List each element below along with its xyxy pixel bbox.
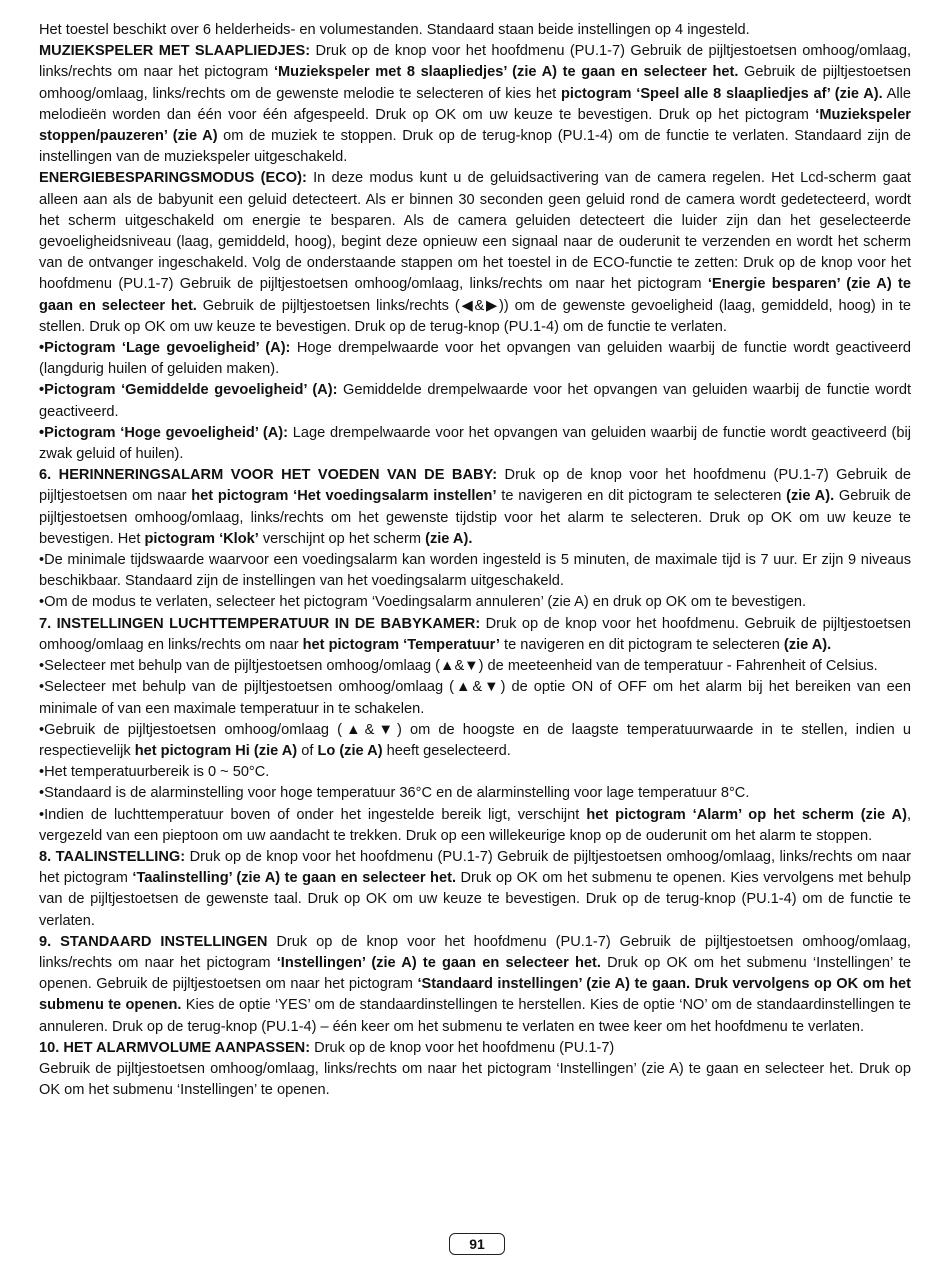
body-text: om de muziek te stoppen. Druk op de terug-knop (PU.1-4) om de functie te verlaten. Standaard zijn de instellingen van de muziekspeler uitgeschakeld. [39, 128, 911, 166]
body-text: •Selecteer met behulp van de pijltjestoetsen omhoog/omlaag (▲&▼) de meeteenheid van de temperatuur - Fahrenheit of Celsius. [39, 658, 878, 675]
body-text: •Indien de luchttemperatuur boven of onder het ingestelde bereik ligt, verschijnt [39, 806, 587, 823]
body-text: Druk op de knop voor het hoofdmenu (PU.1-7) Gebruik de pijltjestoetsen omhoog/omlaag, links/rechts om naar het pictogram [39, 848, 911, 887]
bold-text: (zie A). [783, 636, 832, 653]
paragraph-lullaby [39, 41, 911, 168]
body-text: Gebruik de pijltjestoetsen omhoog/omlaag, links/rechts om naar het pictogram ‘Instellingen’ (zie A) te gaan en selecteer het. Druk op OK om het submenu ‘Instellingen’ te openen. [39, 1060, 911, 1099]
bold-text: ‘Energie besparen’ (zie A) te gaan en selecteer het. [39, 276, 911, 314]
bold-text: 10. HET ALARMVOLUME AANPASSEN: [39, 1039, 311, 1056]
bold-text: 8. TAALINSTELLING: [39, 848, 186, 865]
paragraph-default [39, 932, 911, 1038]
bold-text: (zie A). [425, 530, 473, 547]
bold-text: het pictogram ‘Temperatuur’ [302, 636, 500, 653]
body-text: Het toestel beschikt over 6 helderheids- en volumestanden. Standaard staan beide instellingen op 4 ingesteld. [39, 22, 750, 38]
bold-text: ENERGIEBESPARINGSMODUS (ECO): [39, 170, 307, 187]
body-text: Druk op OK om het submenu te openen. Kies vervolgens met behulp van de pijltjestoetsen de gewenste taal. Druk op OK om uw keuze te bevestigen. Druk op de terug-knop (PU.1-4) om de functie te verlaten. [39, 870, 911, 929]
page-number: 91 [449, 1233, 505, 1255]
body-text: te navigeren en dit pictogram te selecteren [496, 488, 787, 505]
paragraph-eco-mid [39, 380, 911, 422]
paragraph-temp-b1 [39, 656, 911, 677]
paragraph-eco-low [39, 338, 911, 380]
bold-text: pictogram ‘Klok’ [144, 530, 259, 547]
body-text: Lage drempelwaarde voor het opvangen van geluiden waarbij de functie wordt geactiveerd (bij zwak geluid of huilen). [39, 424, 911, 463]
bold-text: MUZIEKSPELER MET SLAAPLIEDJES: [39, 43, 311, 60]
body-text: Druk op de knop voor het hoofdmenu. Gebruik de pijltjestoetsen omhoog/omlaag en links/rechts om naar [39, 615, 911, 653]
body-text: Druk op de knop voor het hoofdmenu (PU.1-7) Gebruik de pijltjestoetsen omhoog/omlaag, links/rechts om naar het pictogram [39, 933, 911, 971]
body-text: Kies de optie ‘YES’ om de standaardinstellingen te herstellen. Kies de optie ‘NO’ om de standaardinstellingen te annuleren. Druk op de terug-knop (PU.1-4) – één keer om het submenu te verlaten en twee keer om het hoofdmenu te verlaten. [39, 997, 911, 1035]
body-text: Gemiddelde drempelwaarde voor het opvangen van geluiden waarbij de functie wordt geactiveerd. [39, 382, 911, 420]
bold-text: ‘Taalinstelling’ (zie A) te gaan en selecteer het. [132, 870, 456, 887]
body-text: Druk op de knop voor het hoofdmenu (PU.1-7) [310, 1039, 615, 1056]
bold-text: •Pictogram ‘Lage gevoeligheid’ (A): [39, 340, 291, 357]
body-text: Druk op OK om het submenu ‘Instellingen’ te openen. Gebruik de pijltjestoetsen om naar het pictogram [39, 954, 912, 993]
paragraph-feeding-b1 [39, 550, 911, 592]
paragraph-temp [39, 614, 911, 656]
paragraph-temp-b2 [39, 677, 911, 719]
body-text: Alle melodieën worden dan één voor één afgespeeld. Druk op OK om uw keuze te bevestigen. Druk op het pictogram [39, 85, 911, 123]
bold-text: (zie A). [786, 488, 835, 505]
paragraph-alarmvol [39, 1038, 911, 1059]
paragraph-lang [39, 847, 911, 932]
bold-text: 9. STANDAARD INSTELLINGEN [39, 933, 268, 950]
paragraph-temp-b5 [39, 783, 911, 804]
bold-text: Lo (zie A) [317, 742, 383, 759]
paragraph-eco [39, 168, 911, 338]
bold-text: het pictogram ‘Het voedingsalarm instellen’ [191, 488, 497, 505]
paragraph-feeding [39, 465, 911, 550]
body-text: verschijnt op het scherm [258, 530, 426, 547]
bold-text: ‘Instellingen’ (zie A) te gaan en selecteer het. [276, 954, 601, 971]
bold-text: 6. HERINNERINGSALARM VOOR HET VOEDEN VAN DE BABY: [39, 467, 498, 484]
body-text: •De minimale tijdswaarde waarvoor een voedingsalarm kan worden ingesteld is 5 minuten, de maximale tijd is 7 uur. Er zijn 9 niveaus beschikbaar. Standaard zijn de instellingen van het voedingsalarm uitgeschakeld. [39, 552, 911, 590]
bold-text: 7. INSTELLINGEN LUCHTTEMPERATUUR IN DE BABYKAMER: [39, 615, 481, 632]
body-text: , vergezeld van een pieptoon om uw aandacht te trekken. Druk op een willekeurige knop op de ouderunit om het alarm te stoppen. [39, 806, 911, 844]
bold-text: het pictogram ‘Alarm’ op het scherm (zie A) [586, 806, 907, 823]
paragraph-intro [39, 20, 911, 41]
bold-text: •Pictogram ‘Hoge gevoeligheid’ (A): [39, 424, 288, 441]
paragraph-temp-b6 [39, 805, 911, 847]
manual-page-text [39, 20, 911, 1101]
body-text: of [297, 742, 318, 759]
body-text: Gebruik de pijltjestoetsen omhoog/omlaag, links/rechts om de gewenste melodie te selecteren of kies het [39, 64, 912, 102]
paragraph-eco-high [39, 423, 911, 465]
body-text: Druk op de knop voor het hoofdmenu (PU.1-7) Gebruik de pijltjestoetsen omhoog/omlaag, links/rechts om naar het pictogram [39, 43, 911, 81]
bold-text: ‘Muziekspeler met 8 slaapliedjes’ (zie A) te gaan en selecteer het. [273, 64, 739, 81]
body-text: In deze modus kunt u de geluidsactivering van de camera regelen. Het Lcd-scherm gaat alleen aan als de babyunit een geluid detecteert. Als er binnen 30 seconden geen geluid rond de camera wordt gedetecteerd, wordt het scherm uitgeschakeld om energie te besparen. Als de camera geluiden detecteert die luider zijn dan het geselecteerde gevoeligheidsniveau (laag, gemiddeld, hoog), begint deze opnieuw een signaal naar de ouderunit te verzenden en wordt het scherm van de ontvanger ingeschakeld. Volg de onderstaande stappen om het toestel in de ECO-functie te zetten: Druk op de knop voor het hoofdmenu (PU.1-7) Gebruik de pijltjestoetsen omhoog/omlaag, links/rechts om naar het pictogram [39, 170, 911, 293]
body-text: heeft geselecteerd. [382, 742, 511, 759]
body-text: Gebruik de pijltjestoetsen omhoog/omlaag, links/rechts om het gewenste tijdstip voor het alarm te selecteren. Druk op OK om uw keuze te bevestigen. Het [39, 488, 911, 547]
paragraph-temp-b4 [39, 762, 911, 783]
body-text: te navigeren en dit pictogram te selecteren [499, 636, 784, 653]
body-text: Hoge drempelwaarde voor het opvangen van geluiden waarbij de functie wordt geactiveerd (langdurig huilen of geluiden maken). [39, 340, 912, 378]
paragraph-temp-b3 [39, 720, 911, 762]
body-text: Druk op de knop voor het hoofdmenu (PU.1-7) Gebruik de pijltjestoetsen om naar [39, 467, 911, 505]
bold-text: ‘Muziekspeler stoppen/pauzeren’ (zie A) [39, 106, 911, 145]
bold-text: ‘Standaard instellingen’ (zie A) te gaan. Druk vervolgens op OK om het submenu te openen. [39, 976, 911, 1014]
body-text: •Gebruik de pijltjestoetsen omhoog/omlaag (▲&▼) om de hoogste en de laagste temperatuurwaarde in te stellen, indien u respectievelijk [39, 721, 911, 759]
body-text: •Selecteer met behulp van de pijltjestoetsen omhoog/omlaag (▲&▼) de optie ON of OFF om het alarm bij het bereiken van een minimale of van een maximale temperatuur in te schakelen. [39, 679, 911, 717]
bold-text: •Pictogram ‘Gemiddelde gevoeligheid’ (A): [39, 382, 338, 399]
body-text: •Standaard is de alarminstelling voor hoge temperatuur 36°C en de alarminstelling voor lage temperatuur 8°C. [39, 785, 750, 802]
bold-text: het pictogram Hi (zie A) [134, 742, 298, 759]
body-text: •Om de modus te verlaten, selecteer het pictogram ‘Voedingsalarm annuleren’ (zie A) en druk op OK om te bevestigen. [39, 594, 807, 611]
body-text: Gebruik de pijltjestoetsen links/rechts (◀&▶)) om de gewenste gevoeligheid (laag, gemiddeld, hoog) in te stellen. Druk op OK om uw keuze te bevestigen. Druk op de terug-knop (PU.1-4) om de functie te verlaten. [39, 297, 911, 335]
body-text: •Het temperatuurbereik is 0 ~ 50°C. [39, 764, 270, 781]
paragraph-alarmvol-2 [39, 1059, 911, 1101]
paragraph-feeding-b2 [39, 592, 911, 613]
bold-text: pictogram ‘Speel alle 8 slaapliedjes af’ (zie A). [560, 85, 883, 102]
